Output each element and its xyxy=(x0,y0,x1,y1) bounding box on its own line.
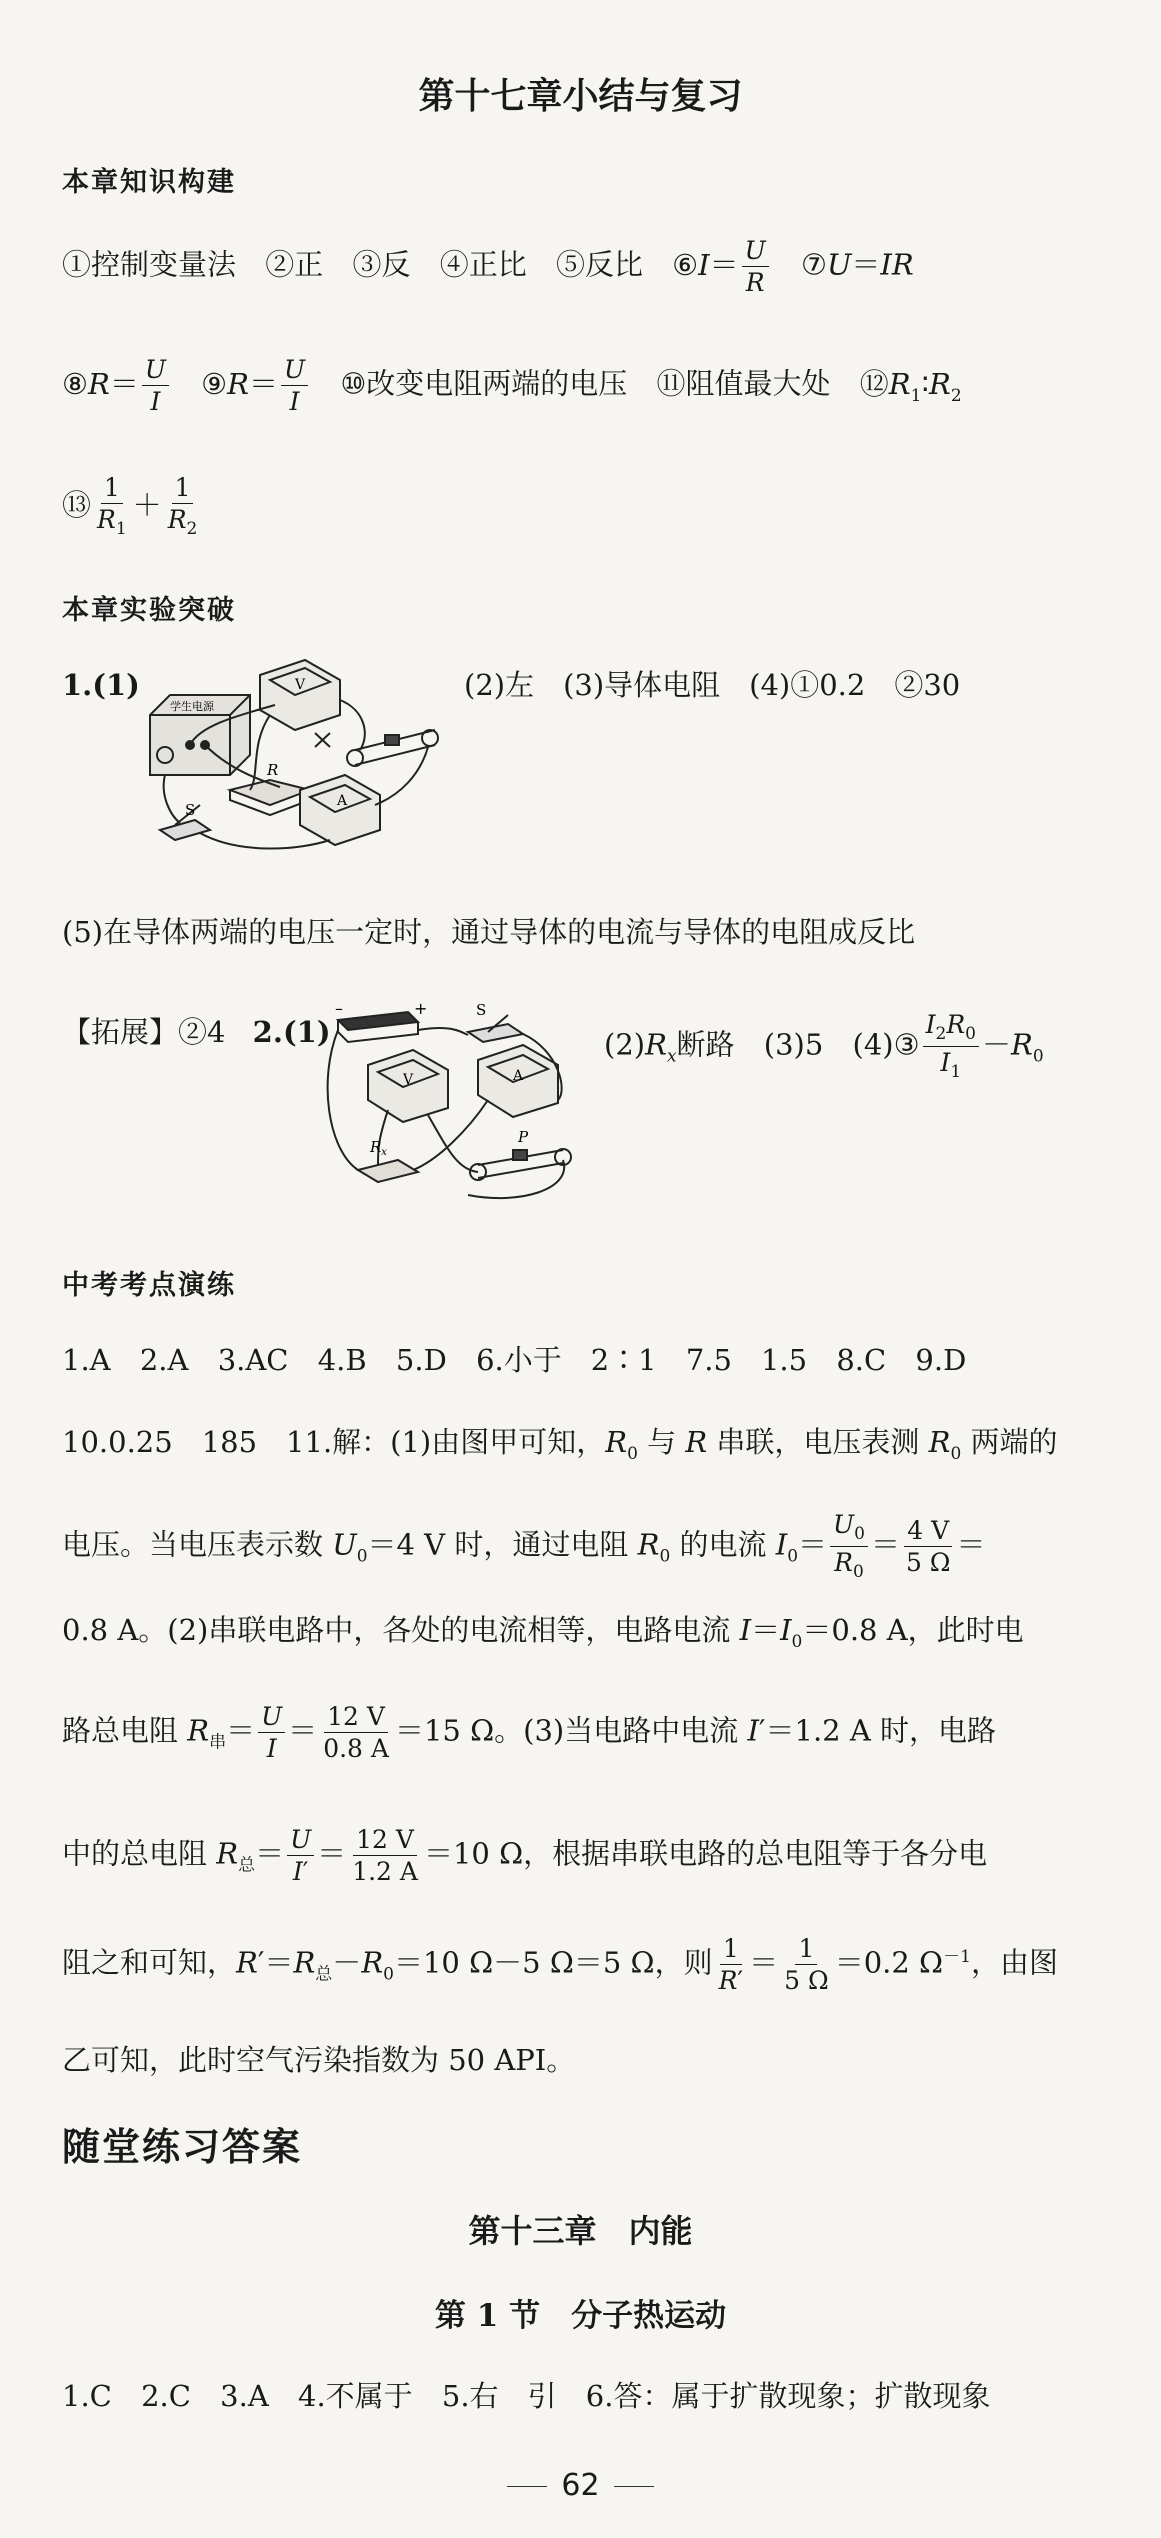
exam-row-3: 电压。当电压表示数 $U_0=4$ V 时，通过电阻 $R_0$ 的电流 $I_0=$ $\frac{U_0}{R_0}$ ＝ $\frac{4 V}{5 \Omega}$ ＝ xyxy=(62,1510,986,1582)
section-heading: 第 1 节 分子热运动 xyxy=(434,2298,727,2334)
knowledge-line-3 xyxy=(62,475,1112,538)
exam-answer: 9.D xyxy=(915,1343,967,1377)
question-label: 1.(1) xyxy=(62,668,140,702)
exp-q1-5: (5)在导体两端的电压一定时，通过导体的电流与导体的电阻成反比 xyxy=(62,915,916,949)
fig1-label-a: A xyxy=(337,793,348,809)
exam-answer: 4.B xyxy=(317,1343,367,1377)
answer: 4.不属于 xyxy=(298,2379,413,2413)
fig2-label-v: V xyxy=(403,1072,414,1088)
answers-heading: 随堂练习答案 xyxy=(62,2125,303,2169)
answer: 5.右 引 xyxy=(441,2379,557,2413)
exam-row-7: 阻之和可知，$R'=R_总-R_0=10$ Ω－5 Ω＝5 Ω，则 $\frac{1}{R'}$ ＝ $\frac{1}{5 \Omega}$ ＝0.2 $\Omega^{-1}$，由图 xyxy=(62,1934,1058,1995)
exam-row-1 xyxy=(62,1340,1112,1380)
knowledge-item: ⑨R＝ $\frac{U}{I}$ xyxy=(201,367,311,401)
knowledge-item: $⑫R_1∶R_2$ xyxy=(859,366,962,406)
experiment-heading: 本章实验突破 xyxy=(62,595,236,626)
answer: 3.A xyxy=(220,2379,269,2413)
knowledge-item: ③反 xyxy=(352,247,411,282)
exam-answer: 1.A xyxy=(62,1343,111,1377)
fig2-label-s: S xyxy=(476,1001,487,1019)
answer: 1.C xyxy=(62,2379,112,2413)
fig2-label-p: P xyxy=(518,1128,529,1146)
fig2-label-plus: + xyxy=(414,1000,428,1018)
fig2-label-rx: $R_x$ xyxy=(370,1138,387,1158)
knowledge-item: ⑦U＝IR xyxy=(800,247,914,282)
knowledge-item: ④正比 xyxy=(439,247,527,282)
fig2-label-a: A xyxy=(513,1068,524,1084)
extension-label: 【拓展】②4 xyxy=(62,1015,226,1049)
fig1-label-s: S xyxy=(185,801,196,819)
fig1-label-r: R xyxy=(267,761,279,779)
exam-answer: 7.5 1.5 xyxy=(685,1343,808,1377)
question-label: 2.(1) xyxy=(252,1015,331,1049)
knowledge-item: ②正 xyxy=(265,247,324,282)
knowledge-item: ⑪阻值最大处 xyxy=(656,366,831,401)
chapter-title: 第十七章小结与复习 xyxy=(418,75,743,117)
exam-answer: 5.D xyxy=(395,1343,447,1377)
knowledge-item: ⑥I＝ $\frac{U}{R}$ xyxy=(672,248,772,282)
exam-row-4: 0.8 A。(2)串联电路中，各处的电流相等，电路电流 $I=I_0=0.8$ A，此时电 xyxy=(62,1613,1024,1652)
exam-heading: 中考考点演练 xyxy=(62,1270,236,1301)
circuit-figure-2 xyxy=(318,1000,578,1210)
knowledge-item: ⑩改变电阻两端的电压 xyxy=(340,366,628,401)
knowledge-heading: 本章知识构建 xyxy=(62,167,236,198)
exam-row-6: 中的总电阻 $R_总=$ $\frac{U}{I'}$ ＝ $\frac{12 V}{1.2 A}$ ＝10 Ω，根据串联电路的总电阻等于各分电 xyxy=(62,1825,988,1886)
circuit-figure-1 xyxy=(140,655,440,855)
exam-answer: 3.AC xyxy=(217,1343,289,1377)
answers-row-1 xyxy=(62,2376,1112,2416)
knowledge-item: ⑤反比 xyxy=(555,247,643,282)
fig1-label-v: V xyxy=(295,677,306,693)
answer: 2.C xyxy=(141,2379,191,2413)
exam-answer: 2.A xyxy=(139,1343,189,1377)
knowledge-line-2 xyxy=(62,357,1112,415)
knowledge-item: ⑧R＝ $\frac{U}{I}$ xyxy=(62,367,172,401)
knowledge-item: ⑬ $\frac{1}{R_1}$ ＋ $\frac{1}{R_2}$ xyxy=(62,473,198,539)
fig2-label-minus: – xyxy=(335,1000,343,1018)
fig1-device-label: 学生电源 xyxy=(170,700,214,713)
exam-row-5: 路总电阻 $R_串=$ $\frac{U}{I}$ ＝ $\frac{12 V}{0.8 A}$ ＝15 Ω。(3)当电路中电流 I′＝1.2 A 时，电路 xyxy=(62,1702,997,1763)
exp-q1-answers: (2)左 (3)导体电阻 (4)①0.2 ②30 xyxy=(464,668,961,702)
answer: 6.答：属于扩散现象；扩散现象 xyxy=(585,2379,991,2413)
chapter-heading: 第十三章 内能 xyxy=(468,2212,693,2250)
exam-row-2: 10.0.25 185 11.解：(1)由图甲可知，$R_0$ 与 R 串联，电压表测 $R_0$ 两端的 xyxy=(62,1425,1058,1464)
exp-q2-line xyxy=(62,1010,1112,1082)
page-number: 62 xyxy=(0,2468,1161,2503)
exam-row-8: 乙可知，此时空气污染指数为 50 API。 xyxy=(62,2043,576,2077)
exam-answer: 8.C xyxy=(836,1343,887,1377)
knowledge-line-1 xyxy=(62,238,1112,295)
knowledge-item: ①控制变量法 xyxy=(62,247,237,282)
exp-q2-answers: $(2)R_x$断路 (3)5 (4)③ $\frac{I_2R_0}{I_1}$ $-R_0$ xyxy=(604,1010,1044,1082)
exam-answer: 6.小于 2∶1 xyxy=(476,1343,657,1377)
